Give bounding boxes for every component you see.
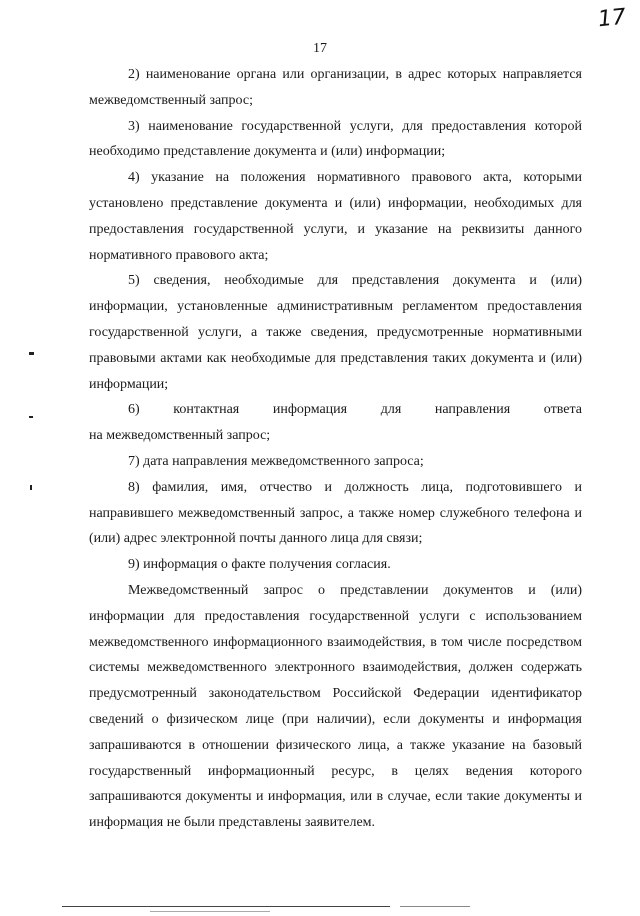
list-item-4: 4) указание на положения нормативного правового акта, которыми установлено представление документа и (или) информации, необходимых для предоставления государственной услуги, и указание на реквизиты данного нормативного правового акта; (89, 170, 582, 263)
list-item-6-word: информация (272, 402, 348, 418)
bottom-scan-line (62, 906, 390, 907)
margin-mark (29, 352, 34, 355)
handwritten-page-number: 17 (596, 4, 628, 33)
list-item-6-word: 6) (128, 402, 140, 418)
bottom-scan-line (150, 911, 270, 912)
bottom-scan-line (400, 906, 470, 907)
list-item-3: 3) наименование государственной услуги, для предоставления которой необходимо представление документа и (или) информации; (89, 118, 582, 160)
document-body (89, 62, 582, 836)
page-number: 17 (313, 41, 327, 56)
list-item-2: 2) наименование органа или организации, в адрес которых направляется межведомственный запрос; (89, 67, 582, 108)
list-item-6-word: контактная (173, 402, 240, 418)
list-item-6 (89, 397, 582, 423)
list-item-8: 8) фамилия, имя, отчество и должность лица, подготовившего и направившего межведомственный запрос, а также номер служебного телефона и (или) адрес электронной почты данного лица для связи; (89, 479, 582, 547)
margin-mark (30, 485, 32, 490)
list-item-6-word: для (380, 402, 402, 418)
list-item-7: 7) дата направления межведомственного запроса; (128, 453, 424, 469)
list-item-9: 9) информация о факте получения согласия. (128, 557, 391, 573)
list-item-5: 5) сведения, необходимые для представления документа и (или) информации, установленные административным регламентом предоставления государственной услуги, а также сведения, предусмотренные нормативными правовыми актами как необходимые для представления таких документа и (или) информации; (89, 273, 582, 392)
list-item-6-word: направления (434, 402, 511, 418)
list-item-6-continuation: на межведомственный запрос; (89, 428, 271, 444)
list-item-6-word: ответа (543, 402, 582, 418)
closing-paragraph: Межведомственный запрос о представлении документов и (или) информации для предоставления государственной услуги с использованием межведомственного информационного взаимодействия, в том числе посредством системы межведомственного электронного взаимодействия, должен содержать предусмотренный законодательством Российской Федерации идентификатор сведений о физическом лице (при наличии), если документы и информация запрашиваются в отношении физического лица, а также указание на базовый государственный информационный ресурс, в целях ведения которого запрашиваются документы и информация, или в случае, если такие документы и информация не были представлены заявителем. (89, 582, 582, 831)
margin-mark (29, 416, 33, 418)
